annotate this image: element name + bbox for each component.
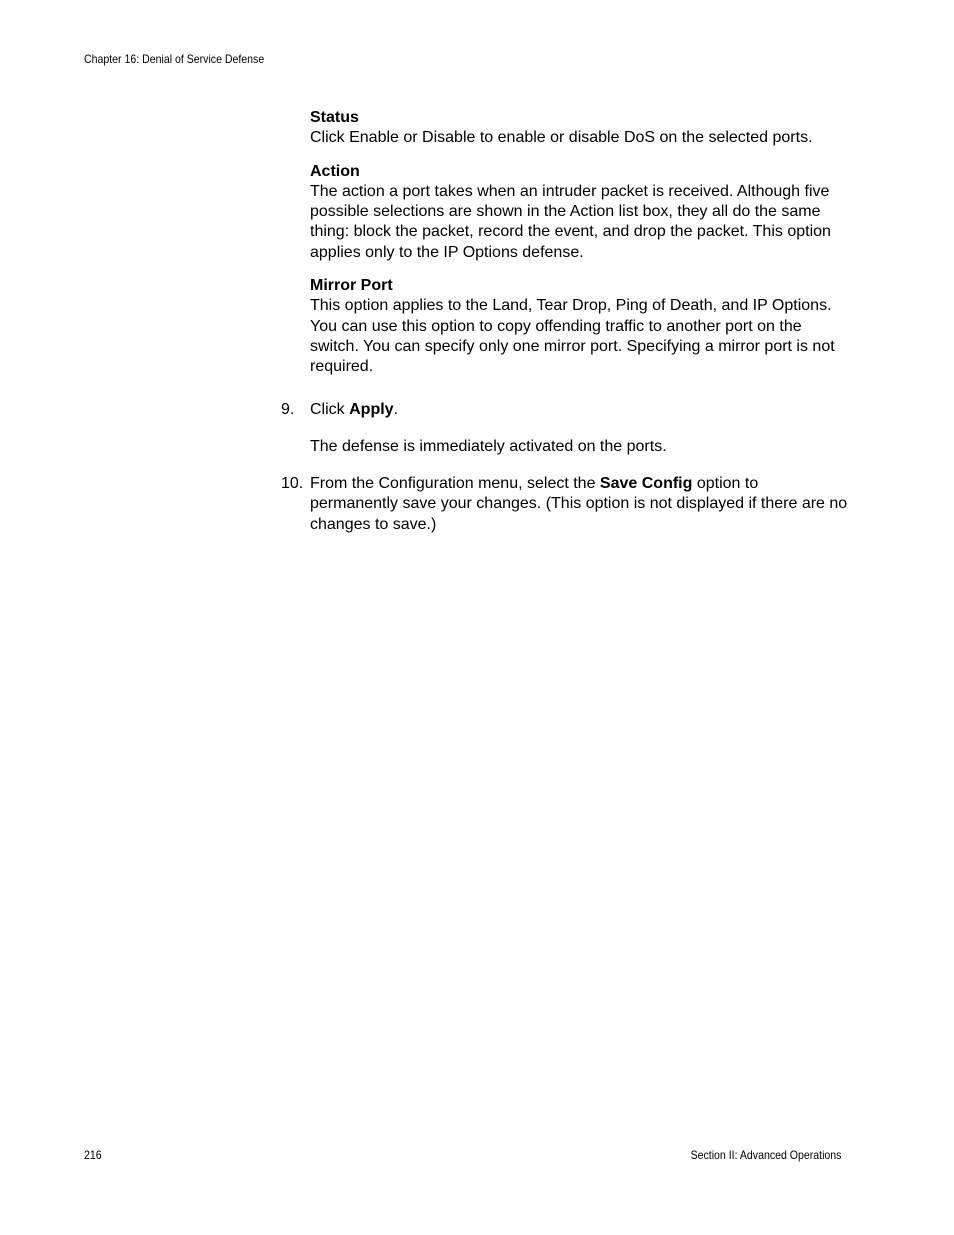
step-10 <box>281 474 850 535</box>
step-prefix: From the Configuration menu, select the <box>310 475 600 493</box>
running-header: Chapter 16: Denial of Service Defense <box>84 52 265 66</box>
step-suffix: . <box>393 400 399 418</box>
running-footer: Section II: Advanced Operations <box>690 1148 841 1162</box>
definition-text: The action a port takes when an intruder packet is received. Although five possible selections are shown in the Action list box, they all do the same thing: block the packet, record the event, and drop the packet. This option applies only to the IP Options defense. <box>310 182 831 261</box>
step-number: 9. <box>281 400 295 418</box>
definition-text: This option applies to the Land, Tear Drop, Ping of Death, and IP Options. You can use this option to copy offending traffic to another port on the switch. You can specify only one mirror port. Specifying a mirror port is not required. <box>310 297 835 376</box>
step-number: 10. <box>281 475 304 493</box>
step-bold: Apply <box>349 400 394 418</box>
step-suffix: option to permanently save your changes. (This option is not displayed if there are no changes to save.) <box>310 475 848 533</box>
step-9 <box>281 400 850 458</box>
step-prefix: Click <box>310 400 350 418</box>
definition-mirror-port <box>310 276 850 377</box>
step-text <box>281 400 850 420</box>
definition-text: Click Enable or Disable to enable or disable DoS on the selected ports. <box>310 129 813 147</box>
step-result: The defense is immediately activated on the ports. <box>310 437 667 455</box>
definition-action <box>310 162 850 263</box>
definition-status <box>310 108 850 149</box>
definition-term: Mirror Port <box>310 277 393 295</box>
page-number: 216 <box>84 1148 102 1162</box>
step-text <box>281 474 850 535</box>
main-content <box>281 108 850 552</box>
definition-term: Action <box>310 162 360 180</box>
step-bold: Save Config <box>599 475 693 493</box>
definition-term: Status <box>310 109 359 126</box>
